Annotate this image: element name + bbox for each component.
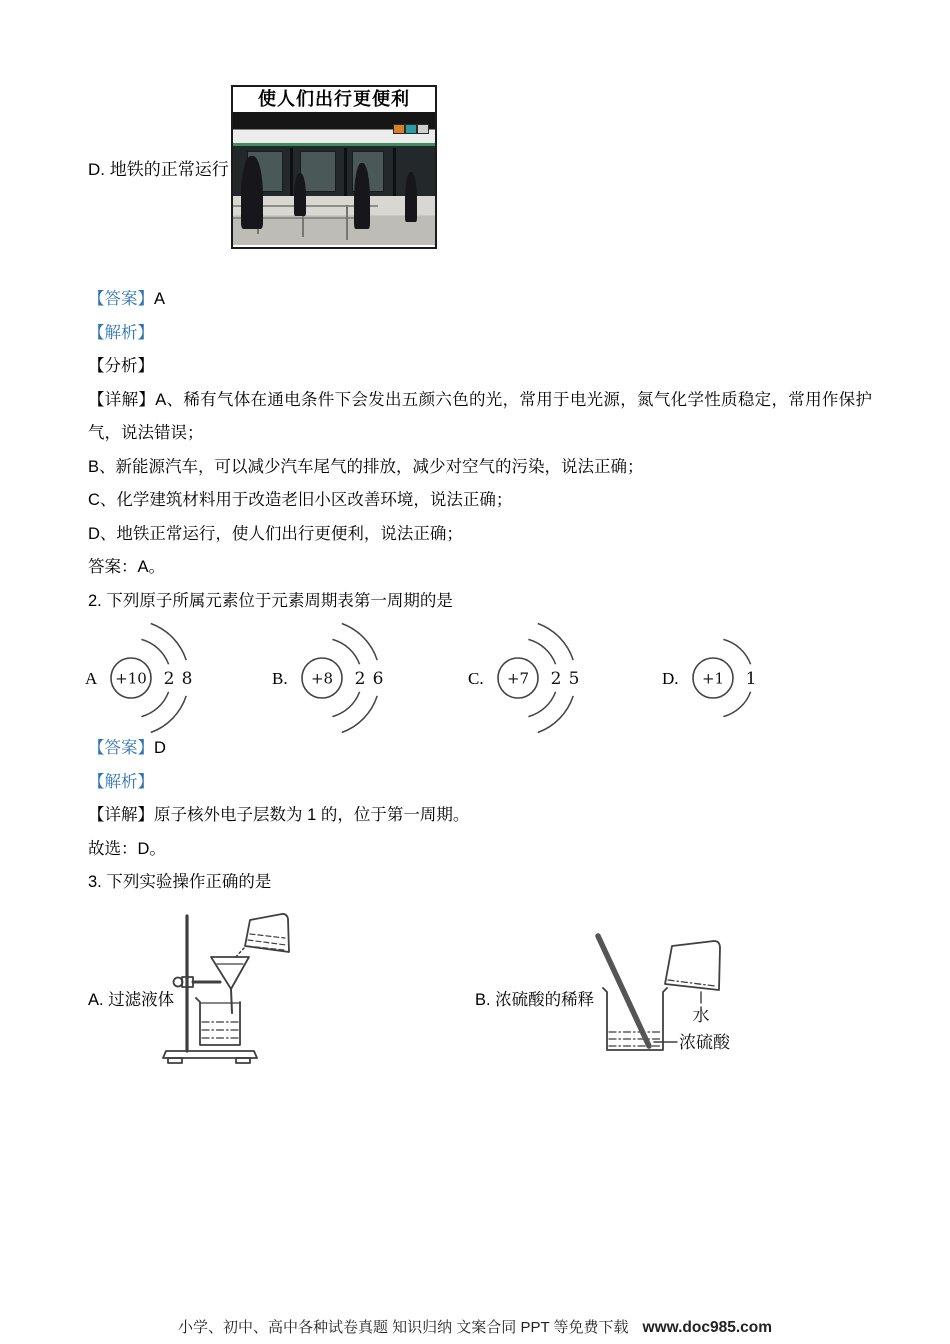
atom-option-c [468,622,600,735]
subway-photo [233,112,435,245]
atom-diagram [488,622,600,735]
subway-photo-figure [231,85,437,249]
nucleus-charge: +1 [701,669,724,688]
q2-question: 2. 下列原子所属元素位于元素周期表第一周期的是 [88,592,453,610]
q1-explanation-block [88,283,872,585]
q1-analysis-tag: 【解析】 [88,323,154,342]
atom-diagram [292,622,404,735]
atomic-options-row [0,620,950,738]
shell-electron-count: 2 [163,669,175,689]
page-footer [0,1316,950,1337]
q3-option-b-label: B. 浓硫酸的稀释 [475,991,595,1009]
shell-electron-count: 2 [354,669,366,689]
photo-detail [393,148,396,196]
dilution-diagram [588,920,748,1068]
q3-question: 3. 下列实验操作正确的是 [88,873,272,891]
answer-value: A [154,290,166,308]
q2-conclusion: 故选：D。 [88,839,166,858]
q1-option-d-line: D、地铁正常运行，使人们出行更便利，说法正确； [88,524,463,543]
atom-option-label: D. [662,668,679,688]
atom-diagram [683,622,795,735]
q1-fenxi-tag: 【分析】 [88,357,154,375]
q2-explanation-block [88,732,872,866]
answer-tag: 【答案】 [88,739,154,757]
shell-electron-count: 1 [745,669,756,689]
shell-electron-count: 5 [568,669,580,689]
atom-option-label: A [85,668,98,688]
q1-option-d-label: D. 地铁的正常运行 [88,160,229,179]
q1-detail-text: 【详解】A、稀有气体在通电条件下会发出五颜六色的光，常用于电光源，氮气化学性质稳定，常用作保护气，说法错误； [88,390,872,442]
atom-diagram [101,622,213,735]
acid-label: 浓硫酸 [679,1033,730,1052]
atom-option-label: B. [272,668,288,688]
q2-analysis-tag: 【解析】 [88,772,154,791]
photo-detail [241,156,263,229]
apparatus-row [0,905,950,1083]
shell-electron-count: 8 [181,669,193,689]
photo-detail [290,148,293,196]
q1-option-d-row [0,85,950,251]
nucleus-charge: +10 [115,669,148,688]
photo-detail [405,172,417,223]
footer-site: www.doc985.com [642,1319,773,1336]
filtration-diagram [158,910,298,1068]
atom-option-a [85,622,213,735]
photo-detail [393,124,429,134]
q1-conclusion: 答案：A。 [88,558,166,576]
atom-option-d [662,622,795,735]
photo-detail [233,143,435,146]
water-label: 水 [692,1006,710,1025]
photo-caption: 使人们出行更便利 [233,87,435,112]
q1-answer-line [88,283,872,317]
photo-detail [294,173,306,216]
q2-answer-line [88,732,872,766]
photo-detail [344,148,347,196]
footer-text: 小学、初中、高中各种试卷真题 知识归纳 文案合同 PPT 等免费下载 [177,1319,629,1336]
atom-option-b [272,622,404,735]
nucleus-charge: +8 [310,669,333,688]
nucleus-charge: +7 [506,669,529,688]
answer-tag: 【答案】 [88,290,154,308]
shell-electron-count: 2 [550,669,562,689]
photo-detail [346,205,348,240]
q1-option-c-line: C、化学建筑材料用于改造老旧小区改善环境，说法正确； [88,491,513,509]
atom-option-label: C. [468,668,484,688]
answer-value: D [154,739,166,757]
q1-option-b-line: B、新能源汽车，可以减少汽车尾气的排放，减少对空气的污染，说法正确； [88,457,644,476]
q2-detail-text: 【详解】原子核外电子层数为 1 的，位于第一周期。 [88,806,470,824]
q3-option-a-label: A. 过滤液体 [88,991,175,1009]
shell-electron-count: 6 [372,669,384,689]
